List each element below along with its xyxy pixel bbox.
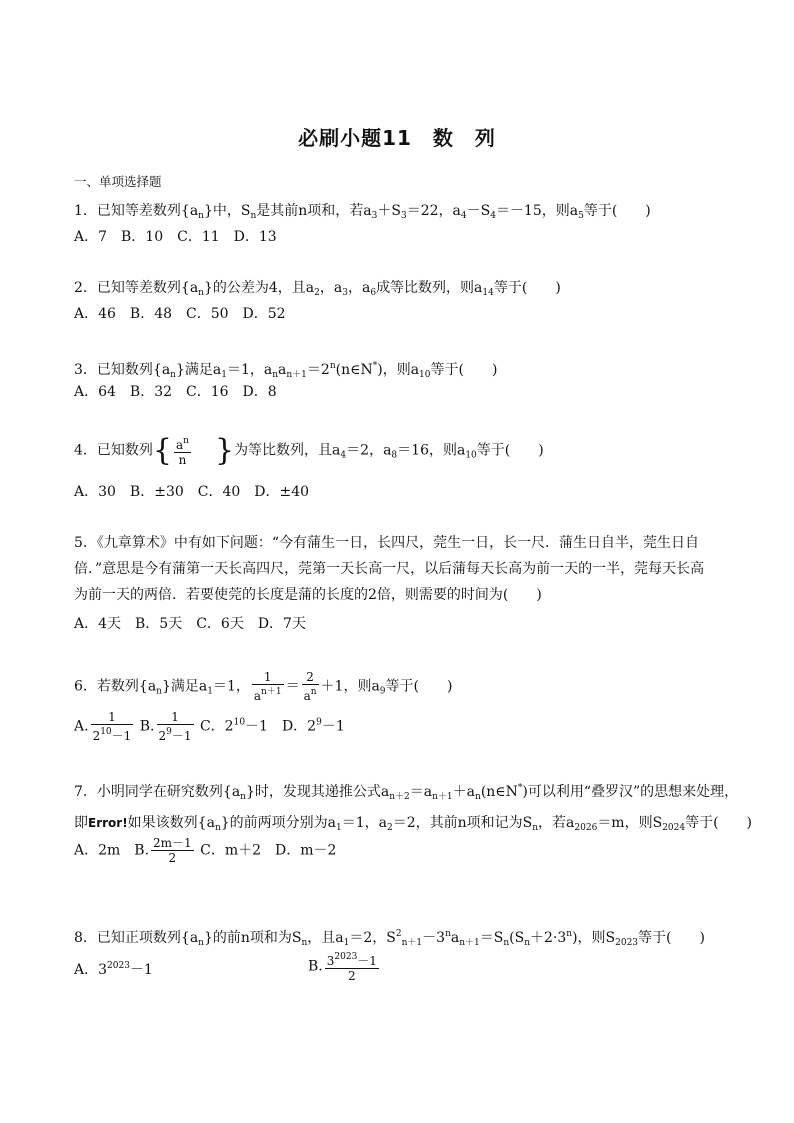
question-4: 4．已知数列{ $\frac{a^n}{n}$ }为等比数列，且$a_4=2$，$a_8=16$，则$a_{10}$等于( ) [74,432,544,468]
question-5: 5．《九章算术》中有如下问题：“今有蒲生一日，长四尺，莞生一日，长一尺．蒲生日自半，莞生日自 倍．”意思是今有蒲第一天长高四尺，莞第一天长高一尺，以后蒲每天长高为前一天的一半，莞每天长高 为前一天的两倍．若要使莞的长度是蒲的长度的2倍，则需要的时间为( ) [74,535,705,603]
question-6-options: A. $\frac{1}{2^{10}-1}$ B. $\frac{1}{2^9-1}$ C．$2^{10}-1$ D．$2^9-1$ [74,710,345,743]
question-3: 3．已知数列$\{a_n\}$满足$a_1=1$，$a_na_{n+1}=2^n(n\in N^*)$，则$a_{10}$等于( ) [74,361,498,380]
fraction-an-over-n: $\frac{a^n}{n}$ [176,436,189,467]
question-8: 8．已知正项数列$\{a_n\}$的前n项和为$S_n$，且$a_1=2$，$S^2_{n+1}-3^na_{n+1}=S_n(S_n+2\cdot 3^n)$，则$S_{2023}$等于( ) [74,929,705,948]
question-6: 6．若数列$\{a_n\}$满足$a_1=1$， $\frac{1}{a^{n+1}}$ ＝ $\frac{2}{a^n}$ ＋1，则$a_9$等于( ) [74,670,453,703]
question-8-option-b: B. $\frac{3^{2023}-1}{2}$ [308,952,377,983]
error-marker: Error! [88,816,128,830]
fraction-2-over-an: $\frac{2}{a^n}$ [303,670,317,703]
question-2-options: A．46 B．48 C．50 D．52 [74,306,286,322]
section-heading: 一、单项选择题 [74,174,162,189]
question-8-option-a: A．$3^{2023}-1$ [74,961,153,978]
question-3-options: A．64 B．32 C．16 D．8 [74,384,277,400]
page-title: 必刷小题11 数 列 [298,126,496,150]
question-5-options: A．4天 B．5天 C．6天 D．7天 [74,616,306,632]
question-7: 7．小明同学在研究数列$\{a_n\}$时，发现其递推公式$a_{n+2}=a_{n+1}+a_n(n\in N^*)$可以利用“叠罗汉”的思想来处理， 即Error!如果该数列$\{a_n\}$的前两项分别为$a_1=1$，$a_2=2$，其前n项和记为$S_n$，若$a_{2026}=m$，则$S_{2024}$等于( ) [74,783,753,833]
question-7-options: A．2m B. $\frac{2m-1}{2}$ C．m＋2 D．m－2 [74,836,337,865]
question-1: 1．已知等差数列$\{a_n\}$中，$S_n$是其前n项和，若$a_3+S_3=22$，$a_4-S_4=-15$，则$a_5$等于( ) [74,203,651,221]
question-2: 2．已知等差数列$\{a_n\}$的公差为4，且$a_2$，$a_3$，$a_6$成等比数列，则$a_{14}$等于( ) [74,280,561,298]
question-4-options: A．30 B．±30 C．40 D．±40 [74,484,310,500]
fraction-1-over-an1: $\frac{1}{a^{n+1}}$ [253,670,282,703]
question-1-options: A．7 B．10 C．11 D．13 [74,229,277,245]
